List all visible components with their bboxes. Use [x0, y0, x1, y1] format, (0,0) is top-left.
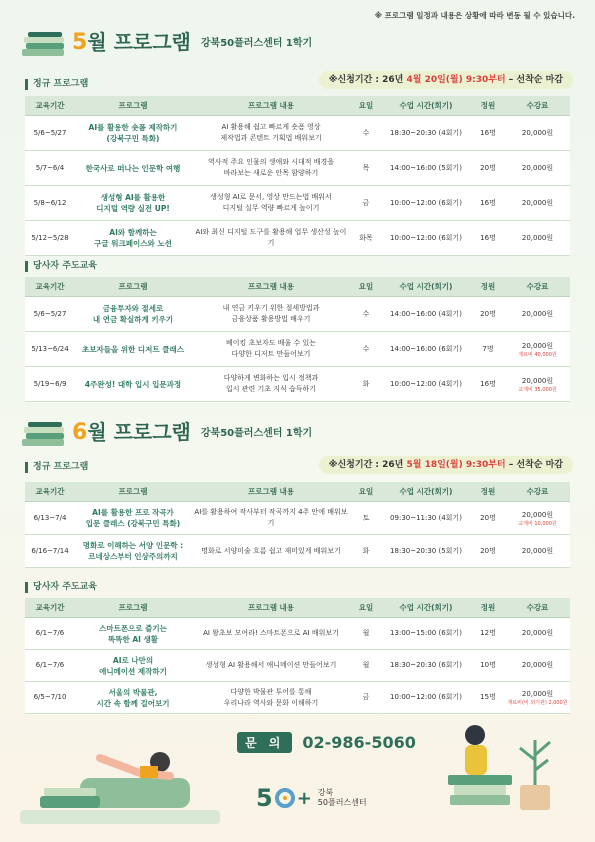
program-content-cell: AI와 최신 디지털 도구를 활용해 업무 생산성 높이기 — [191, 221, 351, 256]
table-row — [25, 332, 570, 367]
column-header: 프로그램 내용 — [191, 277, 351, 297]
column-header: 정원 — [471, 482, 505, 502]
capacity-cell: 15명 — [471, 682, 505, 714]
time-cell: 18:30~20:30 (6회기) — [381, 650, 471, 682]
fee-note: 재료비(비 외기관) 2,000원 — [507, 700, 568, 706]
june-header — [22, 416, 312, 446]
period-cell: 6/16~7/14 — [25, 535, 75, 568]
june-regular-label: 정규 프로그램 — [25, 462, 88, 473]
books-icon — [22, 30, 68, 56]
fee-cell: 20,000원 — [505, 116, 570, 151]
may-leader-table — [25, 277, 570, 402]
capacity-cell: 20명 — [471, 502, 505, 535]
fee-cell: 20,000원 — [505, 221, 570, 256]
fee-cell: 20,000원 — [505, 151, 570, 186]
day-cell: 수 — [351, 116, 381, 151]
day-cell: 수 — [351, 297, 381, 332]
time-cell: 14:00~16:00 (5회기) — [381, 151, 471, 186]
sitting-person-illustration — [420, 700, 570, 820]
program-name-cell: 스마트폰으로 즐기는 똑똑한 AI 생활 — [75, 618, 191, 650]
center-logo: 5 + 강북 50플러스센터 — [256, 784, 367, 812]
program-content-cell: 다양하게 변화하는 입시 정책과 입시 관련 기초 지식 습득하기 — [191, 367, 351, 402]
period-cell: 5/6~5/27 — [25, 297, 75, 332]
column-header: 프로그램 — [75, 96, 191, 116]
program-content-cell: 역사적 주요 인물의 생애와 시대적 배경을 바라보는 새로운 안목 함양하기 — [191, 151, 351, 186]
time-cell: 10:00~12:00 (6회기) — [381, 186, 471, 221]
day-cell: 화 — [351, 367, 381, 402]
fee-cell: 20,000원 — [505, 186, 570, 221]
contact-label: 문 의 — [237, 732, 292, 753]
program-name-cell: AI로 나만의 애니메이션 제작하기 — [75, 650, 191, 682]
program-name-cell: 초보자들을 위한 디저트 클래스 — [75, 332, 191, 367]
program-content-cell: 생성형 AI로 문서, 영상 만드는법 배워서 디지털 실무 역량 빠르게 높이기 — [191, 186, 351, 221]
program-name-cell: AI를 활용한 프로 작곡가 입문 클래스 (강북구민 특화) — [75, 502, 191, 535]
column-header: 요일 — [351, 277, 381, 297]
table-row — [25, 151, 570, 186]
table-row — [25, 535, 570, 568]
program-content-cell: 내 연금 키우기 위한 절세방법과 금융상품 활용방법 배우기 — [191, 297, 351, 332]
table-row — [25, 297, 570, 332]
column-header: 정원 — [471, 277, 505, 297]
may-regular-table — [25, 96, 570, 256]
time-cell: 10:00~12:00 (6회기) — [381, 682, 471, 714]
may-header — [22, 26, 312, 56]
period-cell: 6/5~7/10 — [25, 682, 75, 714]
capacity-cell: 20명 — [471, 151, 505, 186]
time-cell: 13:00~15:00 (6회기) — [381, 618, 471, 650]
table-row — [25, 116, 570, 151]
table-row — [25, 367, 570, 402]
june-regular-table — [25, 482, 570, 568]
column-header: 수강료 — [505, 482, 570, 502]
day-cell: 금 — [351, 682, 381, 714]
column-header: 교육기간 — [25, 277, 75, 297]
program-name-cell: 한국사로 떠나는 인문학 여행 — [75, 151, 191, 186]
may-title: 5월 프로그램 — [72, 30, 191, 55]
column-header: 프로그램 내용 — [191, 96, 351, 116]
program-name-cell: 금융투자와 절세로 내 연금 확실하게 키우기 — [75, 297, 191, 332]
fee-cell: 20,000원 재료비 40,000원 — [505, 332, 570, 367]
june-period: ※신청기간 : 26년 5월 18일(월) 9:30부터 – 선착순 마감 — [319, 456, 573, 474]
contact-info — [237, 732, 416, 753]
period-cell: 5/12~5/28 — [25, 221, 75, 256]
fee-cell: 20,000원 재료비(비 외기관) 2,000원 — [505, 682, 570, 714]
may-leader-label: 당사자 주도교육 — [25, 261, 97, 272]
program-name-cell: 4주완성! 대학 입시 입문과정 — [75, 367, 191, 402]
fee-cell: 20,000원 교재비 10,000원 — [505, 502, 570, 535]
capacity-cell: 10명 — [471, 650, 505, 682]
may-subtitle: 강북50플러스센터 1학기 — [200, 38, 313, 49]
day-cell: 화 — [351, 535, 381, 568]
table-row — [25, 618, 570, 650]
program-content-cell: 베이킹 초보자도 배울 수 있는 다양한 디저트 만들어보기 — [191, 332, 351, 367]
fee-cell: 20,000원 — [505, 650, 570, 682]
period-cell: 6/13~7/4 — [25, 502, 75, 535]
capacity-cell: 20명 — [471, 535, 505, 568]
time-cell: 14:00~16:00 (6회기) — [381, 332, 471, 367]
day-cell: 수 — [351, 332, 381, 367]
time-cell: 10:00~12:00 (4회기) — [381, 367, 471, 402]
program-name-cell: 생성형 AI를 활용한 디지털 역량 실전 UP! — [75, 186, 191, 221]
day-cell: 토 — [351, 502, 381, 535]
column-header: 수업 시간(회기) — [381, 277, 471, 297]
column-header: 프로그램 내용 — [191, 482, 351, 502]
program-content-cell: AI 왕초보 모여라! 스마트폰으로 AI 배워보기 — [191, 618, 351, 650]
program-name-cell: 명화로 이해하는 서양 인문학 : 르네상스부터 인상주의까지 — [75, 535, 191, 568]
column-header: 요일 — [351, 96, 381, 116]
may-regular-label: 정규 프로그램 — [25, 79, 88, 90]
day-cell: 월 — [351, 618, 381, 650]
column-header: 교육기간 — [25, 598, 75, 618]
period-cell: 5/8~6/12 — [25, 186, 75, 221]
period-cell: 6/1~7/6 — [25, 650, 75, 682]
program-name-cell: AI와 함께하는 구글 워크페이스와 노션 — [75, 221, 191, 256]
column-header: 프로그램 내용 — [191, 598, 351, 618]
program-name-cell: 서울의 박물관, 시간 속 함께 걸어보기 — [75, 682, 191, 714]
day-cell: 월 — [351, 650, 381, 682]
capacity-cell: 7명 — [471, 332, 505, 367]
fee-note: 재료비 40,000원 — [518, 351, 557, 358]
may-period: ※신청기간 : 26년 4월 20일(월) 9:30부터 – 선착순 마감 — [319, 71, 573, 89]
june-title: 6월 프로그램 — [72, 420, 191, 445]
reading-person-illustration — [20, 718, 240, 828]
column-header: 정원 — [471, 96, 505, 116]
fee-cell: 20,000원 — [505, 618, 570, 650]
column-header: 수강료 — [505, 277, 570, 297]
column-header: 정원 — [471, 598, 505, 618]
june-leader-table — [25, 598, 570, 714]
period-cell: 6/1~7/6 — [25, 618, 75, 650]
table-row — [25, 650, 570, 682]
fee-cell: 20,000원 — [505, 297, 570, 332]
june-subtitle: 강북50플러스센터 1학기 — [200, 428, 313, 439]
table-row — [25, 186, 570, 221]
capacity-cell: 16명 — [471, 221, 505, 256]
period-cell: 5/19~6/9 — [25, 367, 75, 402]
program-content-cell: AI를 활용하여 작사부터 작곡까지 4주 안에 배워보기 — [191, 502, 351, 535]
period-cell: 5/7~6/4 — [25, 151, 75, 186]
program-name-cell: AI를 활용한 숏폼 제작하기 (강북구민 특화) — [75, 116, 191, 151]
capacity-cell: 16명 — [471, 367, 505, 402]
logo-ring-icon — [275, 788, 295, 808]
program-content-cell: 명화로 서양미술 흐름 쉽고 재미있게 배워보기 — [191, 535, 351, 568]
notice-text: ※ 프로그램 일정과 내용은 상황에 따라 변동 될 수 있습니다. — [374, 11, 575, 20]
column-header: 수업 시간(회기) — [381, 96, 471, 116]
column-header: 수업 시간(회기) — [381, 598, 471, 618]
program-content-cell: AI 활용해 쉽고 빠르게 숏폼 영상 제작법과 콘텐트 기획법 배워보기 — [191, 116, 351, 151]
time-cell: 10:00~12:00 (6회기) — [381, 221, 471, 256]
period-cell: 5/13~6/24 — [25, 332, 75, 367]
program-content-cell: 생성형 AI 활용해서 애니메이션 만들어보기 — [191, 650, 351, 682]
fee-note: 교재비 10,000원 — [518, 520, 557, 527]
time-cell: 18:30~20:30 (4회기) — [381, 116, 471, 151]
time-cell: 18:30~20:30 (5회기) — [381, 535, 471, 568]
fee-cell: 20,000원 — [505, 535, 570, 568]
time-cell: 09:30~11:30 (4회기) — [381, 502, 471, 535]
capacity-cell: 12명 — [471, 618, 505, 650]
books-icon — [22, 420, 68, 446]
column-header: 수강료 — [505, 96, 570, 116]
column-header: 교육기간 — [25, 96, 75, 116]
column-header: 요일 — [351, 482, 381, 502]
capacity-cell: 20명 — [471, 297, 505, 332]
fee-cell: 20,000원 교재비 35,000원 — [505, 367, 570, 402]
column-header: 요일 — [351, 598, 381, 618]
column-header: 프로그램 — [75, 598, 191, 618]
day-cell: 화목 — [351, 221, 381, 256]
table-row — [25, 221, 570, 256]
column-header: 프로그램 — [75, 277, 191, 297]
fee-note: 교재비 35,000원 — [518, 386, 557, 393]
time-cell: 14:00~16:00 (4회기) — [381, 297, 471, 332]
june-leader-label: 당사자 주도교육 — [25, 582, 97, 593]
column-header: 교육기간 — [25, 482, 75, 502]
period-cell: 5/6~5/27 — [25, 116, 75, 151]
table-row — [25, 502, 570, 535]
day-cell: 금 — [351, 186, 381, 221]
contact-phone[interactable]: 02-986-5060 — [302, 733, 416, 752]
capacity-cell: 16명 — [471, 116, 505, 151]
program-content-cell: 다양한 박물관 투어를 통해 우리나라 역사와 문화 이해하기 — [191, 682, 351, 714]
capacity-cell: 16명 — [471, 186, 505, 221]
day-cell: 목 — [351, 151, 381, 186]
column-header: 수업 시간(회기) — [381, 482, 471, 502]
column-header: 수강료 — [505, 598, 570, 618]
column-header: 프로그램 — [75, 482, 191, 502]
